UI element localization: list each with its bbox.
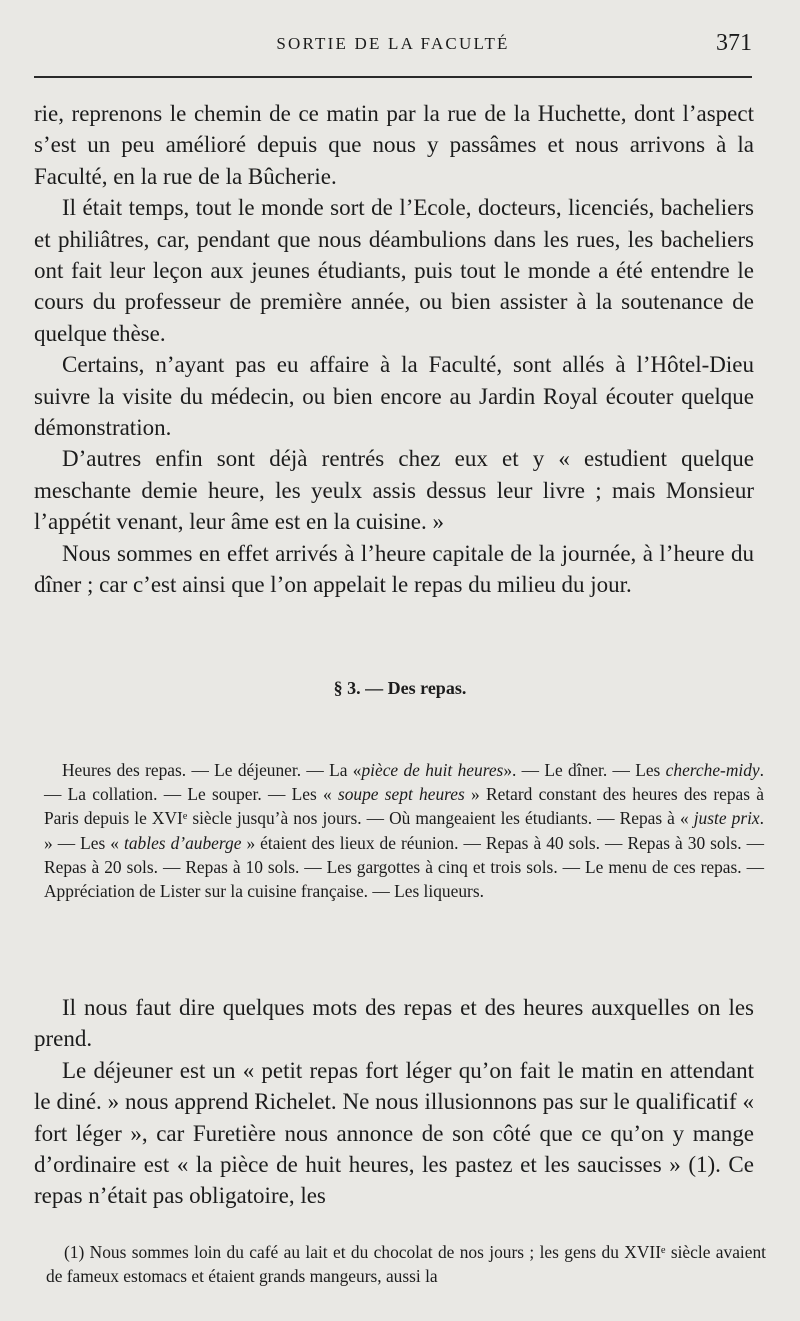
summary-text: . » — Les « (44, 808, 764, 853)
paragraph: Il était temps, tout le monde sort de l’Ecole, docteurs, licenciés, bacheliers et philiâtres, car, pendant que nous déambulions dans les rues, les bacheliers ont fait leur leçon aux jeunes étudiants, puis tout le monde a été entendre le cours du professeur de première année, ou bien assister à la soutenance de quelque thèse. (34, 195, 754, 346)
summary-italic: cherche-midy (665, 760, 760, 780)
running-title: SORTIE DE LA FACULTÉ (276, 34, 510, 53)
summary-text: » Retard constant des heures des repas à Paris depuis le XVIᵉ siècle jusqu’à nos jours. — Où mangeaient les étudiants. — Repas à « (44, 784, 764, 829)
chapter-summary (44, 758, 764, 903)
section-number: § 3. (333, 678, 361, 698)
header-rule (34, 76, 752, 78)
top-text-block (34, 98, 754, 601)
summary-italic: pièce de huit heures (361, 760, 504, 780)
paragraph: D’autres enfin sont déjà rentrés chez eux et y « estudient quelque meschante demie heure, les yeulx assis dessus leur livre ; mais Monsieur l’appétit venant, leur âme est en la cuisine. » (34, 446, 754, 535)
summary-text: ». — Le dîner. — Les (503, 760, 666, 780)
bottom-text-block (34, 992, 754, 1212)
summary-italic: soupe sept heures (337, 784, 465, 805)
paragraph: Il nous faut dire quelques mots des repas et des heures auxquelles on les prend. (34, 995, 754, 1052)
page-number: 371 (716, 30, 752, 56)
paragraph: Nous sommes en effet arrivés à l’heure capitale de la journée, à l’heure du dîner ; car c’est ainsi que l’on appelait le repas du milieu du jour. (34, 540, 754, 598)
summary-text: » étaient des lieux de réunion. — Repas à 40 sols. — Repas à 30 sols. — Repas à 20 sols. — Repas à 10 sols. — Les gargottes à cinq et trois sols. — Le menu de ces repas. — Appréciation de Lister sur la cuisine française. — Les liqueurs. (44, 832, 764, 902)
summary-italic: tables d’auberge (124, 832, 242, 853)
paragraph: Le déjeuner est un « petit repas fort léger qu’on fait le matin en attendant le diné. » nous apprend Richelet. Ne nous illusionnons pas sur le qualificatif « fort léger », car Furetière nous annonce de son côté que ce qu’on y mange d’ordinaire est « la pièce de huit heures, les pastez et les saucisses » (1). Ce repas n’était pas obligatoire, les (34, 1057, 754, 1209)
section-heading (0, 678, 800, 699)
paragraph: Certains, n’ayant pas eu affaire à la Faculté, sont allés à l’Hôtel-Dieu suivre la visite du médecin, ou bien encore au Jardin Royal écouter quelque démonstration. (34, 352, 754, 441)
summary-italic: juste prix (693, 808, 760, 829)
paragraph: rie, reprenons le chemin de ce matin par la rue de la Huchette, dont l’aspect s’est un peu amélioré depuis que nous y passâmes et nous arrivons à la Faculté, en la rue de la Bûcherie. (34, 101, 754, 189)
section-dash: — (365, 678, 384, 698)
summary-text: Heures des repas. — Le déjeuner. — La « (62, 760, 362, 780)
section-title: Des repas. (387, 678, 467, 698)
footnote: (1) Nous sommes loin du café au lait et du chocolat de nos jours ; les gens du XVIIᵉ siècle avaient de fameux estomacs et étaient grands mangeurs, aussi la (46, 1242, 766, 1286)
page-header (34, 30, 752, 64)
summary-text: . — La collation. — Le souper. — Les « (44, 760, 764, 805)
